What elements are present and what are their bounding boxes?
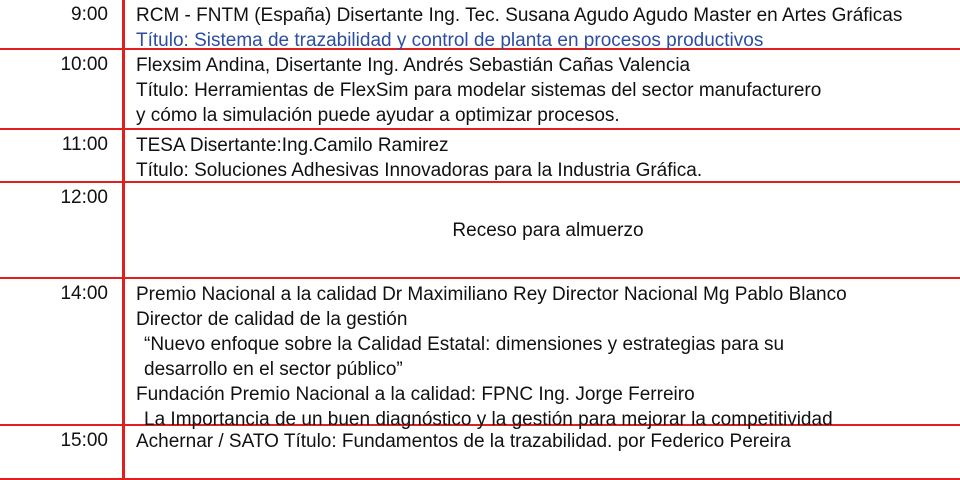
row-line: Fundación Premio Nacional a la calidad: FPNC Ing. Jorge Ferreiro (136, 384, 695, 405)
row-content (122, 426, 960, 457)
row-time: 10:00 (60, 54, 108, 75)
row-content (122, 130, 960, 186)
row-line: Premio Nacional a la calidad Dr Maximiliano Rey Director Nacional Mg Pablo Blanco (136, 284, 847, 305)
row-time: 14:00 (60, 283, 108, 304)
table-row (0, 279, 960, 430)
row-line: Receso para almuerzo (452, 220, 644, 241)
table-row (0, 0, 960, 50)
row-line: Achernar / SATO Título: Fundamentos de la trazabilidad. por Federico Pereira (136, 431, 791, 452)
row-line: Director de calidad de la gestión (136, 309, 408, 330)
row-line: Título: Sistema de trazabilidad y control de planta en procesos productivos (136, 30, 764, 51)
spacer (136, 186, 960, 218)
row-time: 11:00 (61, 134, 108, 155)
row-line: TESA Disertante:Ing.Camilo Ramirez (136, 135, 449, 156)
row-line: Título: Herramientas de FlexSim para modelar sistemas del sector manufacturero (136, 80, 822, 101)
row-line: Flexsim Andina, Disertante Ing. Andrés Sebastián Cañas Valencia (136, 55, 691, 76)
row-content (122, 0, 960, 56)
row-content (122, 50, 960, 131)
row-content (122, 279, 960, 435)
table-row (0, 50, 960, 130)
row-line: Título: Soluciones Adhesivas Innovadoras para la Industria Gráfica. (136, 160, 703, 181)
row-line: desarrollo en el sector público” (144, 359, 403, 380)
row-content (122, 183, 960, 246)
table-row (0, 426, 960, 480)
row-time: 9:00 (71, 4, 108, 25)
row-time: 15:00 (60, 430, 108, 451)
table-row-lunch (0, 183, 960, 279)
row-line: “Nuevo enfoque sobre la Calidad Estatal: dimensiones y estrategias para su (144, 334, 785, 355)
row-time: 12:00 (60, 187, 108, 208)
row-line: y cómo la simulación puede ayudar a optimizar procesos. (136, 105, 620, 126)
table-row (0, 130, 960, 183)
row-line: RCM - FNTM (España) Disertante Ing. Tec. Susana Agudo Agudo Master en Artes Gráficas (136, 5, 903, 26)
row-line: La Importancia de un buen diagnóstico y la gestión para mejorar la competitividad (144, 409, 833, 430)
